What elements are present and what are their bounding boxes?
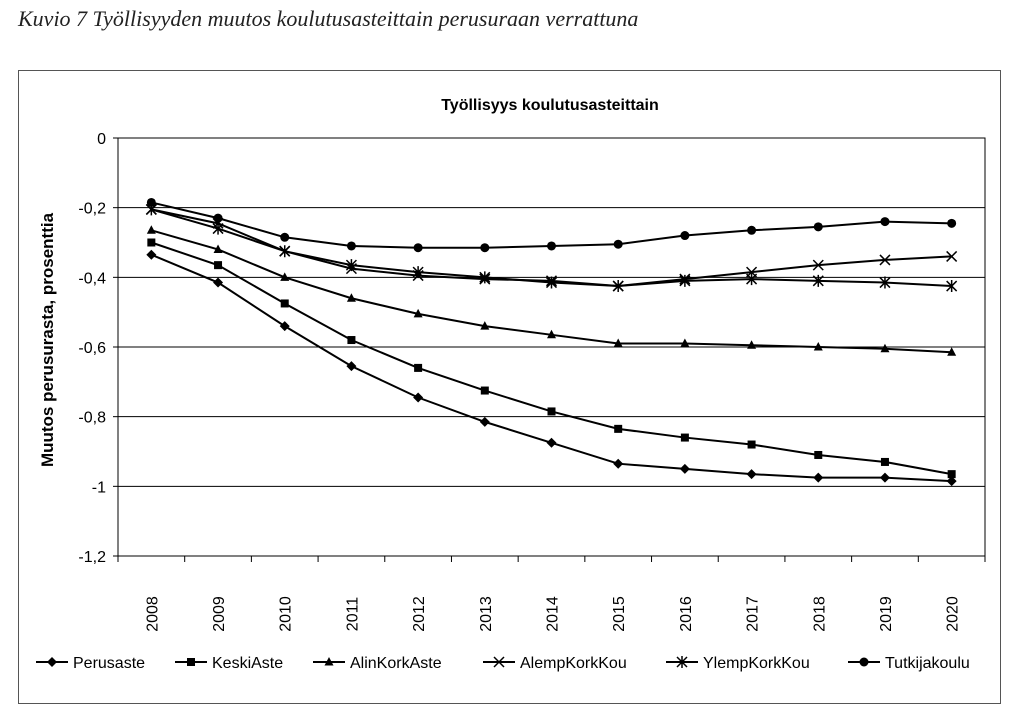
data-point-tutkijakoulu (614, 240, 623, 249)
data-point-tutkijakoulu (214, 214, 223, 223)
data-point-tutkijakoulu (147, 198, 156, 207)
y-tick-label: 0 (97, 131, 106, 148)
x-tick-label: 2020 (944, 596, 962, 632)
legend-label: YlempKorkKou (703, 655, 810, 672)
x-tick-label: 2019 (877, 596, 895, 632)
legend-label: Tutkijakoulu (885, 655, 970, 672)
data-point-perusaste (747, 469, 757, 479)
legend-item-perusaste (36, 655, 145, 672)
data-point-tutkijakoulu (480, 243, 489, 252)
x-tick-label: 2018 (811, 596, 829, 632)
legend-marker-perusaste (47, 657, 57, 667)
data-point-keskiaste (681, 434, 689, 442)
legend-marker-tutkijakoulu (860, 658, 869, 667)
legend-item-alinkorkaste (313, 655, 442, 672)
data-point-perusaste (413, 393, 423, 403)
data-point-perusaste (213, 278, 223, 288)
y-tick-label: -0,8 (78, 409, 106, 427)
data-point-perusaste (880, 473, 890, 483)
data-point-perusaste (480, 417, 490, 427)
data-point-tutkijakoulu (414, 243, 423, 252)
data-point-perusaste (813, 473, 823, 483)
x-tick-label: 2012 (411, 596, 429, 632)
data-point-tutkijakoulu (347, 241, 356, 250)
y-axis-label: Muutos perusurasta, prosenttia (38, 212, 57, 468)
data-point-perusaste (346, 361, 356, 371)
x-tick-label: 2016 (677, 596, 695, 632)
data-point-keskiaste (214, 261, 222, 269)
y-tick-label: -1,2 (78, 549, 106, 566)
legend-item-alempkorkkou (483, 655, 627, 672)
data-point-keskiaste (748, 441, 756, 449)
data-point-perusaste (547, 438, 557, 448)
legend-label: Perusaste (73, 655, 146, 672)
data-point-keskiaste (548, 407, 556, 415)
data-point-keskiaste (347, 336, 355, 344)
data-point-keskiaste (147, 239, 155, 247)
legend-item-keskiaste (175, 655, 283, 672)
y-tick-label: -0,6 (78, 340, 106, 357)
legend-label: AlinKorkAste (350, 655, 442, 672)
figure-caption: Kuvio 7 Työllisyyden muutos koulutusasteittain perusuraan verrattuna (18, 6, 639, 31)
data-point-keskiaste (481, 387, 489, 395)
legend-item-ylempkorkkou (666, 655, 810, 672)
x-tick-label: 2010 (277, 596, 295, 632)
data-point-perusaste (280, 321, 290, 331)
y-tick-label: -1 (91, 479, 106, 497)
data-point-keskiaste (881, 458, 889, 466)
x-tick-label: 2017 (744, 596, 762, 632)
legend-label: KeskiAste (212, 655, 284, 672)
data-point-keskiaste (281, 299, 289, 307)
data-point-tutkijakoulu (814, 222, 823, 231)
data-point-alinkorkaste (147, 225, 156, 234)
data-point-perusaste (146, 250, 156, 260)
data-point-perusaste (613, 459, 623, 469)
legend-item-tutkijakoulu (848, 655, 970, 672)
x-tick-label: 2011 (344, 596, 362, 632)
data-point-tutkijakoulu (947, 219, 956, 228)
data-point-keskiaste (614, 425, 622, 433)
chart-title: Työllisyys koulutusasteittain (441, 97, 659, 114)
legend-marker-keskiaste (187, 658, 195, 666)
data-point-keskiaste (414, 364, 422, 372)
legend-label: AlempKorkKou (520, 655, 627, 672)
x-tick-label: 2008 (144, 596, 162, 632)
x-tick-label: 2014 (544, 596, 562, 632)
data-point-tutkijakoulu (747, 226, 756, 235)
data-point-keskiaste (948, 470, 956, 478)
x-tick-label: 2013 (477, 596, 495, 632)
data-point-tutkijakoulu (680, 231, 689, 240)
data-point-keskiaste (814, 451, 822, 459)
data-point-tutkijakoulu (280, 233, 289, 242)
data-point-perusaste (680, 464, 690, 474)
series-line-tutkijakoulu (151, 202, 951, 247)
y-tick-label: -0,2 (78, 200, 106, 218)
data-point-tutkijakoulu (880, 217, 889, 226)
x-tick-label: 2009 (211, 596, 229, 632)
y-tick-label: -0,4 (78, 270, 106, 288)
x-tick-label: 2015 (611, 596, 629, 632)
data-point-tutkijakoulu (547, 241, 556, 250)
